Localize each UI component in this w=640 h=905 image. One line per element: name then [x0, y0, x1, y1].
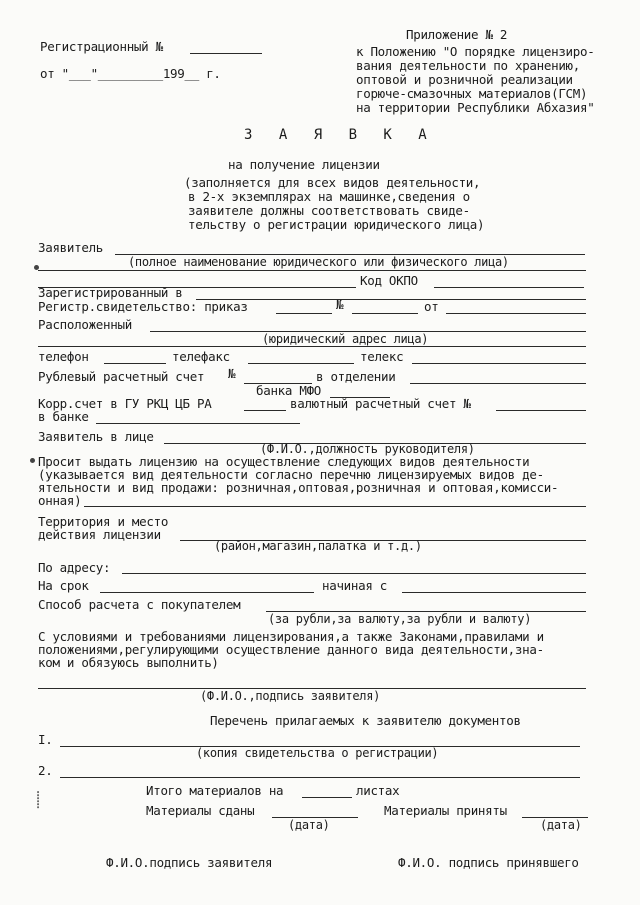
person-hint: (Ф.И.О.,должность руководителя): [260, 442, 475, 456]
activity-line: [84, 506, 586, 507]
start-date-line: [402, 592, 586, 593]
regulation-line-3: оптовой и розничной реализации: [356, 72, 573, 87]
request-line-1: Просит выдать лицензию на осуществление следующих видов деятельности: [38, 454, 530, 469]
bank-mfo-label: банка МФО: [256, 383, 322, 398]
ruble-account-label: Рублевый расчетный счет: [38, 369, 205, 384]
certificate-number-line: [352, 313, 418, 314]
applicant-signature-hint: (Ф.И.О.,подпись заявителя): [200, 689, 381, 703]
document-item-1-hint: (копия свидетельства о регистрации): [196, 746, 439, 760]
conditions-line-2: положениями,регулирующими осуществление данного вида деятельности,зна-: [38, 642, 544, 657]
materials-accepted-label: Материалы приняты: [384, 803, 507, 818]
total-materials-label: Итого материалов на: [146, 783, 284, 798]
telex-label: телекс: [360, 349, 404, 364]
document-subtitle: на получение лицензии: [228, 157, 380, 172]
instruction-line-4: тельству о регистрации юридического лица): [188, 217, 485, 232]
payment-hint: (за рубли,за валюту,за рубли и валюту): [268, 612, 532, 626]
reg-certificate-label: Регистр.свидетельство: приказ: [38, 299, 248, 314]
telex-line: [412, 363, 586, 364]
currency-account-label: валютный расчетный счет №: [290, 396, 471, 411]
document-title: З А Я В К А: [244, 127, 436, 143]
instruction-line-1: (заполняется для всех видов деятельности,: [184, 175, 481, 190]
documents-heading: Перечень прилагаемых к заявителю документов: [210, 713, 521, 728]
term-label: На срок: [38, 578, 89, 593]
corr-account-label: Корр.счет в ГУ РКЦ ЦБ РА: [38, 396, 212, 411]
receiver-sign-label: Ф.И.О. подпись принявшего: [398, 855, 579, 870]
fax-line: [248, 363, 354, 364]
regulation-line-1: к Положению "О порядке лицензиро-: [356, 44, 595, 59]
registered-in-line: [196, 299, 586, 300]
certificate-date-line: [446, 313, 586, 314]
punch-hole-mark: [34, 265, 39, 270]
registered-in-label: Зарегистрированный в: [38, 285, 183, 300]
branch-line: [410, 383, 586, 384]
regulation-line-2: вания деятельности по хранению,: [356, 58, 580, 73]
order-line: [276, 313, 332, 314]
located-hint: (юридический адрес лица): [262, 332, 429, 346]
located-label: Расположенный: [38, 317, 132, 332]
regulation-line-4: горюче-смазочных материалов(ГСМ): [356, 86, 588, 101]
in-branch-label: в отделении: [316, 369, 396, 384]
document-item-2-line: [60, 777, 580, 778]
corr-account-line: [244, 410, 286, 411]
applicant-person-label: Заявитель в лице: [38, 429, 154, 444]
registration-number-line: [190, 53, 262, 54]
territory-label-1: Территория и место: [38, 514, 169, 529]
okpo-label: Код ОКПО: [360, 273, 418, 288]
ruble-account-number-sign: №: [228, 366, 236, 381]
conditions-line-3: ком и обязуюсь выполнить): [38, 655, 219, 670]
document-item-1-number: I.: [38, 732, 53, 747]
address-label: По адресу:: [38, 560, 111, 575]
territory-hint: (район,магазин,палатка и т.д.): [214, 539, 422, 553]
bank-name-line: [96, 423, 300, 424]
instruction-line-3: заявителе должны соответствовать свиде-: [188, 203, 470, 218]
conditions-line-1: С условиями и требованиями лицензирования,а также Законами,правилами и: [38, 629, 544, 644]
regulation-line-5: на территории Республики Абхазия": [356, 100, 595, 115]
registration-date-line: от "___"_________199__ г.: [40, 66, 221, 81]
phone-label: телефон: [38, 349, 89, 364]
request-line-2: (указывается вид деятельности согласно перечню лицензируемых видов де-: [38, 467, 544, 482]
territory-label-2: действия лицензии: [38, 527, 161, 542]
okpo-line: [434, 287, 584, 288]
certificate-from-label: от: [424, 299, 439, 314]
document-item-2-number: 2.: [38, 763, 53, 778]
ink-smudge: ⸽: [36, 790, 41, 809]
applicant-label: Заявитель: [38, 240, 104, 255]
applicant-line-2: [38, 270, 586, 271]
appendix-label: Приложение № 2: [406, 27, 508, 42]
request-line-4: онная): [38, 493, 82, 508]
term-line: [100, 592, 314, 593]
payment-method-label: Способ расчета с покупателем: [38, 597, 241, 612]
sheets-label: листах: [356, 783, 400, 798]
fax-label: телефакс: [172, 349, 230, 364]
instruction-line-2: в 2-х экземплярах на машинке,сведения о: [188, 189, 470, 204]
request-line-3: ятельности и вид продажи: розничная,оптовая,розничная и оптовая,комисси-: [38, 480, 559, 495]
registration-number-label: Регистрационный №: [40, 39, 163, 54]
certificate-number-sign: №: [336, 297, 344, 312]
address-line: [122, 573, 586, 574]
located-line-2: [38, 346, 586, 347]
starting-from-label: начиная с: [322, 578, 388, 593]
sheet-count-line: [302, 797, 352, 798]
materials-submitted-label: Материалы сданы: [146, 803, 255, 818]
accepted-date-hint: (дата): [540, 818, 582, 832]
applicant-hint: (полное наименование юридического или физического лица): [128, 255, 509, 269]
currency-account-line: [496, 410, 586, 411]
phone-line: [104, 363, 166, 364]
punch-hole-mark: [30, 458, 35, 463]
applicant-sign-label: Ф.И.О.подпись заявителя: [106, 855, 273, 870]
in-bank-label: в банке: [38, 409, 89, 424]
submitted-date-hint: (дата): [288, 818, 330, 832]
